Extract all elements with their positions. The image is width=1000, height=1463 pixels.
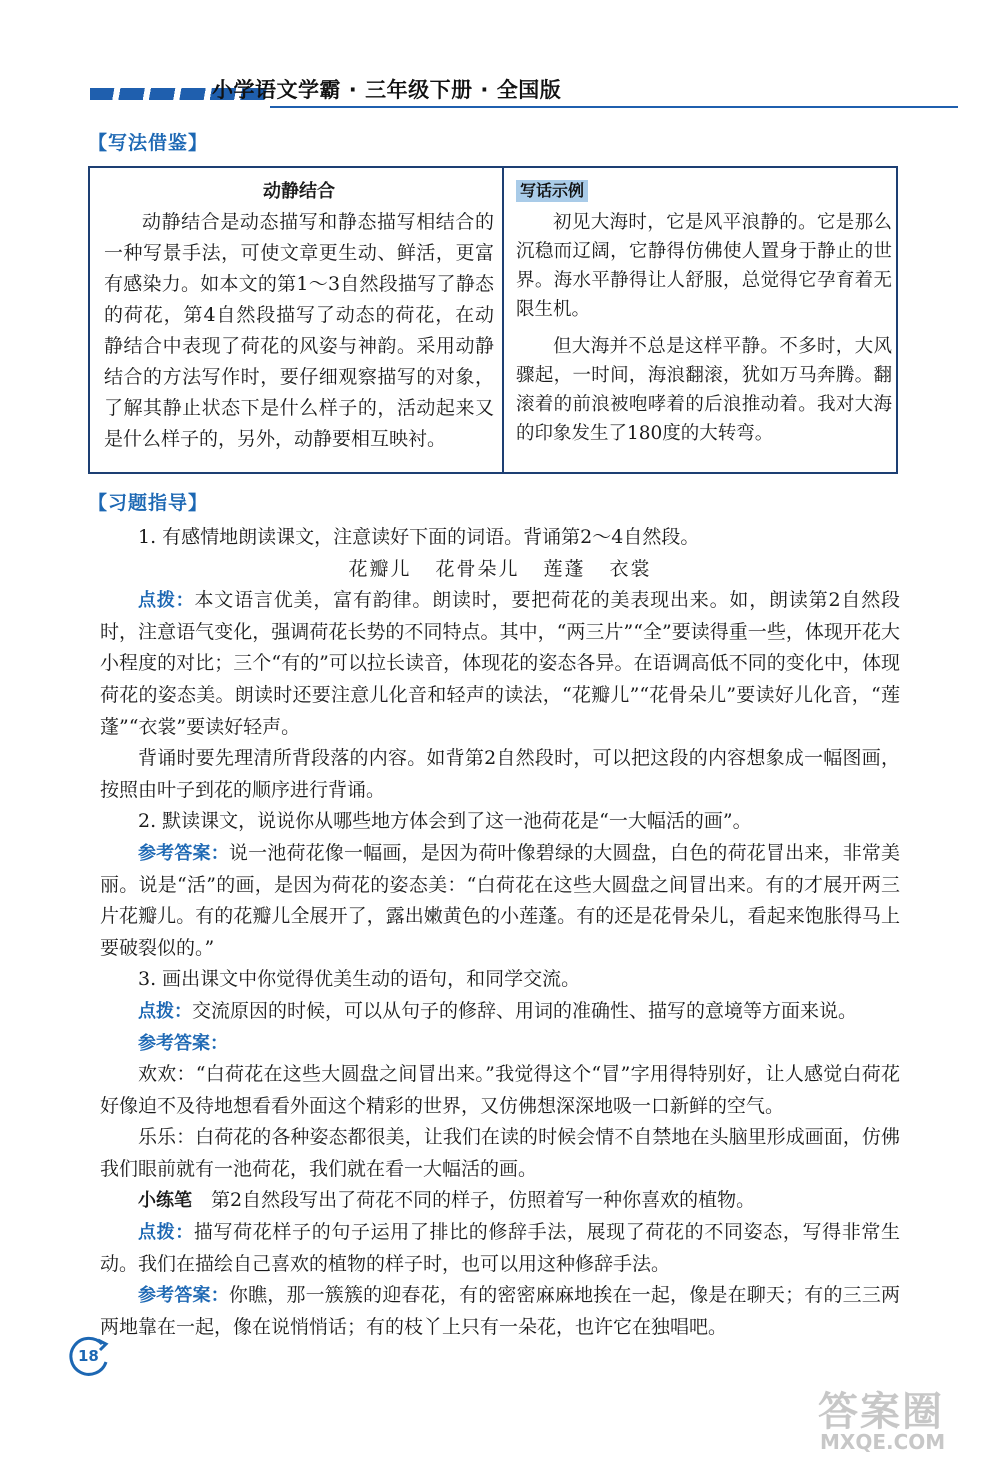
- practice-prompt: [100, 1185, 900, 1217]
- writing-box: [88, 166, 898, 474]
- vocabulary-list: [100, 554, 900, 586]
- answer-text: 说一池荷花像一幅画，是因为荷叶像碧绿的大圆盘，白色的荷花冒出来，非常美丽。说是“活”的画，是因为荷花的姿态美：“白荷花在这些大圆盘之间冒出来。有的才展开两三片花瓣儿。有的花瓣儿全展开了，露出嫩黄色的小莲蓬。有的还是花骨朵儿，看起来饱胀得马上要破裂似的。”: [100, 841, 900, 959]
- vocab-word: 莲蓬: [543, 557, 586, 580]
- practice-text: 第2自然段写出了荷花不同的样子，仿照着写一种你喜欢的植物。: [211, 1189, 756, 1212]
- example-paragraph-2: 但大海并不总是这样平静。不多时，大风骤起，一时间，海浪翻滚，犹如万马奔腾。翻滚着的前浪被咆哮着的后浪推动着。我对大海的印象发生了180度的大转弯。: [516, 336, 892, 444]
- practice-answer: [100, 1280, 900, 1343]
- question-1-tip-2: 背诵时要先理清所背段落的内容。如背第2自然段时，可以把这段的内容想象成一幅图画，按照由叶子到花的顺序进行背诵。: [100, 747, 900, 801]
- question-2-answer: [100, 838, 900, 964]
- question-3-answer-label-line: [100, 1028, 900, 1060]
- watermark-url: MXQE.COM: [820, 1430, 946, 1454]
- exercise-content: [100, 522, 900, 1343]
- writing-technique-panel: [104, 176, 494, 455]
- answer-label: 参考答案：: [138, 842, 229, 864]
- tip-label: 点拨：: [138, 1000, 192, 1022]
- tip-text: 描写荷花样子的句子运用了排比的修辞手法，展现了荷花的不同姿态，写得非常生动。我们在描绘自己喜欢的植物的样子时，也可以用这种修辞手法。: [100, 1221, 900, 1275]
- question-3-answer-1: 欢欢：“白荷花在这些大圆盘之间冒出来。”我觉得这个“冒”字用得特别好，让人感觉白荷花好像迫不及待地想看看外面这个精彩的世界，又仿佛想深深地吸一口新鲜的空气。: [100, 1063, 900, 1117]
- question-3-answer-2: 乐乐：白荷花的各种姿态都很美，让我们在读的时候会情不自禁地在头脑里形成画面，仿佛我们眼前就有一池荷花，我们就在看一大幅活的画。: [100, 1126, 900, 1180]
- writing-example-panel: [516, 176, 892, 448]
- practice-label: 小练笔: [138, 1190, 192, 1212]
- watermark: [808, 1380, 988, 1460]
- practice-tip: [100, 1217, 900, 1280]
- answer-label: 参考答案：: [138, 1032, 228, 1054]
- technique-title: 动静结合: [263, 181, 335, 202]
- exercise-section-heading: 【习题指导】: [88, 492, 209, 514]
- tip-text: 本文语言优美，富有韵律。朗读时，要把荷花的美表现出来。如，朗读第2自然段时，注意语气变化，强调荷花长势的不同特点。其中，“两三片”“全”要读得重一些，体现开花大小程度的对比；三个“有的”可以拉长读音，体现花的姿态各异。在语调高低不同的变化中，体现荷花的姿态美。朗读时还要注意儿化音和轻声的读法，“花瓣儿”“花骨朵儿”要读好儿化音，“莲蓬”“衣裳”要读好轻声。: [100, 589, 901, 738]
- question-1: 1. 有感情地朗读课文，注意读好下面的词语。背诵第2～4自然段。: [138, 526, 700, 548]
- box-divider: [502, 168, 504, 472]
- technique-text: 动静结合是动态描写和静态描写相结合的一种写景手法，可使文章更生动、鲜活，更富有感染力。如本文的第1～3自然段描写了静态的荷花，第4自然段描写了动态的荷花，在动静结合中表现了荷花的风姿与神韵。采用动静结合的方法写作时，要仔细观察描写的对象，了解其静止状态下是什么样子的，活动起来又是什么样子的，另外，动静要相互映衬。: [104, 211, 494, 450]
- answer-label: 参考答案：: [138, 1285, 229, 1307]
- question-2: 2. 默读课文，说说你从哪些地方体会到了这一池荷花是“一大幅活的画”。: [138, 810, 752, 833]
- book-title: 小学语文学霸 · 三年级下册 · 全国版: [212, 78, 562, 102]
- question-1-tip: [100, 585, 900, 743]
- tip-label: 点拨：: [138, 1222, 194, 1244]
- vocab-word: 衣裳: [609, 557, 652, 580]
- vocab-word: 花瓣儿: [348, 557, 412, 580]
- watermark-logo: 答案圈: [818, 1389, 944, 1435]
- question-3-tip: [100, 996, 900, 1028]
- tip-text: 交流原因的时候，可以从句子的修辞、用词的准确性、描写的意境等方面来说。: [192, 999, 858, 1022]
- writing-section-heading: 【写法借鉴】: [88, 132, 209, 154]
- page-header: [60, 68, 900, 108]
- page-number-badge: [64, 1334, 112, 1382]
- vocab-word: 花骨朵儿: [435, 557, 520, 580]
- example-paragraph-1: 初见大海时，它是风平浪静的。它是那么沉稳而辽阔，它静得仿佛使人置身于静止的世界。海水平静得让人舒服，总觉得它孕育着无限生机。: [516, 212, 892, 320]
- page-number: 18: [78, 1347, 99, 1365]
- question-3: 3. 画出课文中你觉得优美生动的语句，和同学交流。: [138, 968, 581, 991]
- answer-text: 你瞧，那一簇簇的迎春花，有的密密麻麻地挨在一起，像是在聊天；有的三三两两地靠在一起，像在说悄悄话；有的枝丫上只有一朵花，也许它在独唱吧。: [100, 1284, 900, 1338]
- header-rule: [270, 106, 958, 108]
- tip-label: 点拨：: [138, 590, 195, 612]
- example-tag: 写话示例: [516, 180, 588, 202]
